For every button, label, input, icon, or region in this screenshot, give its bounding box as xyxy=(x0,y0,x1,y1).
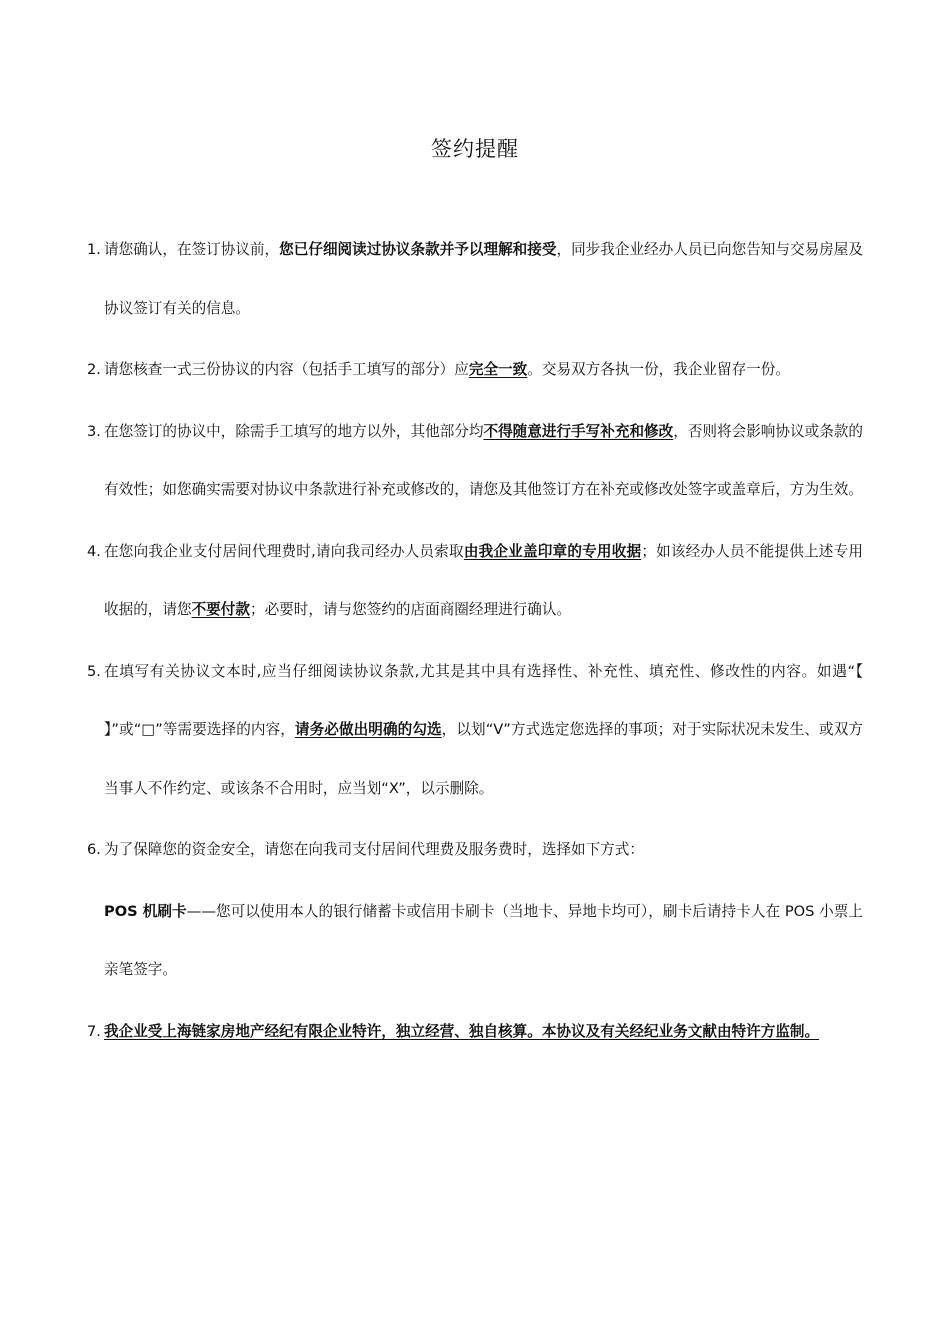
payment-method xyxy=(104,883,863,1000)
item-emphasis-underlined: 不要付款 xyxy=(191,601,250,618)
item-emphasis: 您已仔细阅读过协议条款并予以理解和接受 xyxy=(279,241,557,258)
reminder-item-3 xyxy=(87,403,863,520)
item-text: 为了保障您的资金安全，请您在向我司支付居间代理费及服务费时，选择如下方式： xyxy=(104,841,644,858)
item-text: ，同步我企业经办人员已向您告知与交易房屋及协议签订有关的信息。 xyxy=(104,241,863,317)
item-text: ；如该经办人员不能提供上述专用收据的，请您 xyxy=(104,542,863,618)
payment-method-label: POS 机刷卡 xyxy=(104,902,187,920)
item-emphasis-underlined: 由我企业盖印章的专用收据 xyxy=(463,542,642,560)
item-number: 7. xyxy=(87,1022,101,1040)
item-emphasis-underlined: 不得随意进行手写补充和修改 xyxy=(483,422,674,440)
reminder-item-7 xyxy=(87,1003,863,1062)
item-emphasis-underlined: 我企业受上海链家房地产经纪有限企业特许，独立经营、独自核算。本协议及有关经纪业务文献由特许方监制。 xyxy=(104,1022,820,1040)
reminder-item-4 xyxy=(87,523,863,640)
item-text: ，否则将会影响协议或条款的有效性；如您确实需要对协议中条款进行补充或修改的，请您及其他签订方在补充或修改处签字或盖章后，方为生效。 xyxy=(104,422,863,498)
item-text: 在您向我企业支付居间代理费时,请向我司经办人员索取 xyxy=(104,542,464,560)
item-text: 请您确认，在签订协议前， xyxy=(104,241,280,258)
reminder-item-6 xyxy=(87,821,863,1000)
reminder-item-2 xyxy=(87,341,863,400)
item-number: 5. xyxy=(87,662,101,680)
item-number: 4. xyxy=(87,542,101,560)
item-emphasis-underlined: 请务必做出明确的勾选 xyxy=(294,721,442,738)
item-text: 请您核查一式三份协议的内容（包括手工填写的部分）应 xyxy=(104,361,469,378)
item-number: 3. xyxy=(87,422,101,440)
item-text: 在填写有关协议文本时,应当仔细阅读协议条款,尤其是其中具有选择性、补充性、填充性、修改性的内容。如遇“【 】”或“□”等需要选择的内容， xyxy=(104,662,863,738)
item-text: 。交易双方各执一份，我企业留存一份。 xyxy=(527,361,790,378)
reminder-item-5 xyxy=(87,643,863,819)
item-text: ；必要时，请与您签约的店面商圈经理进行确认。 xyxy=(249,601,572,618)
item-emphasis-underlined: 完全一致 xyxy=(468,361,528,378)
item-number: 6. xyxy=(87,841,101,858)
item-text: ，以划“V”方式选定您选择的事项；对于实际状况未发生、或双方当事人不作约定、或该条不合用时，应当划“X”，以示删除。 xyxy=(104,721,863,797)
item-number: 1. xyxy=(87,241,101,258)
reminder-item-1 xyxy=(87,221,863,338)
item-number: 2. xyxy=(87,361,101,378)
payment-method-text: ——您可以使用本人的银行储蓄卡或信用卡刷卡（当地卡、异地卡均可），刷卡后请持卡人在 POS 小票上亲笔签字。 xyxy=(104,902,863,978)
reminder-list xyxy=(87,221,863,1064)
item-text: 在您签订的协议中，除需手工填写的地方以外，其他部分均 xyxy=(104,422,484,440)
document-title: 签约提醒 xyxy=(431,137,519,161)
